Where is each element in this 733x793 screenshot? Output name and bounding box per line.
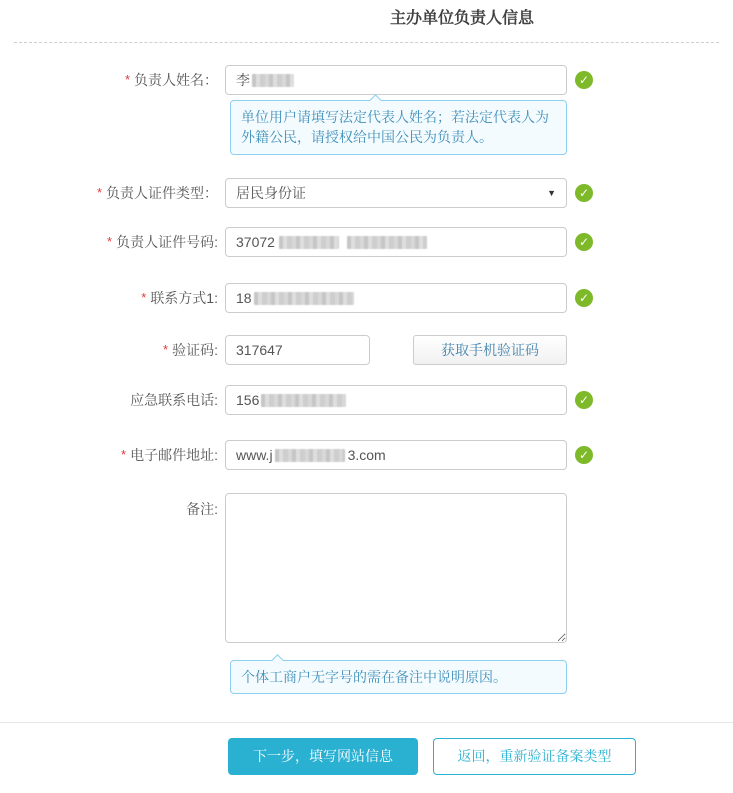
required-asterisk: *: [121, 447, 127, 462]
chevron-down-icon: ▼: [547, 188, 556, 198]
email-value-suffix: 3.com: [347, 447, 386, 463]
email-input[interactable]: [225, 440, 567, 470]
redacted-text-block: [347, 236, 427, 249]
valid-check-icon: ✓: [575, 446, 593, 464]
name-value: 李: [236, 72, 250, 88]
back-reverify-button[interactable]: 返回，重新验证备案类型: [433, 738, 636, 775]
id-number-input[interactable]: [225, 227, 567, 257]
remark-label: 备注:: [186, 501, 218, 517]
required-asterisk: *: [141, 290, 147, 305]
form-row-captcha: [0, 335, 733, 365]
id-number-label: * 负责人证件号码:: [107, 234, 218, 250]
form-row-id-number: [0, 227, 733, 257]
id-number-value: 37072: [236, 234, 275, 250]
name-tooltip-text: 单位用户请填写法定代表人姓名；若法定代表人为外籍公民，请授权给中国公民为负责人。: [241, 109, 549, 146]
form-row-name: [0, 65, 733, 95]
id-type-select[interactable]: [225, 178, 567, 208]
required-asterisk: *: [163, 342, 169, 357]
required-asterisk: *: [124, 72, 130, 87]
get-sms-code-button[interactable]: 获取手机验证码: [413, 335, 567, 365]
name-input[interactable]: [225, 65, 567, 95]
emergency-phone-value: 156: [236, 392, 260, 408]
required-asterisk: *: [96, 185, 102, 200]
contact1-value: 18: [236, 290, 252, 306]
form-row-id-type: [0, 178, 733, 208]
redacted-text-block: [261, 394, 346, 407]
valid-check-icon: ✓: [575, 184, 593, 202]
email-label: * 电子邮件地址:: [121, 447, 218, 463]
email-value-prefix: www.j: [236, 447, 273, 463]
tooltip-caret: [369, 94, 382, 107]
id-type-selected-value: 居民身份证: [236, 185, 306, 201]
name-tooltip: [230, 100, 567, 155]
contact1-label: * 联系方式1:: [141, 290, 218, 306]
emergency-phone-input[interactable]: [225, 385, 567, 415]
form-row-remark: [0, 493, 733, 643]
valid-check-icon: ✓: [575, 391, 593, 409]
redacted-text-block: [279, 236, 339, 249]
contact1-input[interactable]: [225, 283, 567, 313]
dashed-divider: [14, 42, 719, 43]
emergency-phone-label: 应急联系电话:: [130, 392, 218, 408]
form-row-email: [0, 440, 733, 470]
captcha-label: * 验证码:: [163, 342, 218, 358]
valid-check-icon: ✓: [575, 289, 593, 307]
required-asterisk: *: [107, 234, 113, 249]
valid-check-icon: ✓: [575, 71, 593, 89]
form-row-contact1: [0, 283, 733, 313]
name-label: * 负责人姓名：: [124, 72, 218, 88]
remark-tooltip-text: 个体工商户无字号的需在备注中说明原因。: [241, 669, 507, 685]
redacted-text-block: [252, 74, 294, 87]
id-type-label: * 负责人证件类型：: [96, 185, 218, 201]
redacted-text-block: [254, 292, 354, 305]
tooltip-caret: [271, 654, 284, 667]
remark-textarea[interactable]: [225, 493, 567, 643]
remark-tooltip: [230, 660, 567, 694]
page-title: 主办单位负责人信息: [389, 10, 535, 27]
form-row-emergency-phone: [0, 385, 733, 415]
valid-check-icon: ✓: [575, 233, 593, 251]
next-step-button[interactable]: 下一步，填写网站信息: [228, 738, 418, 775]
redacted-text-block: [275, 449, 345, 462]
captcha-input[interactable]: [225, 335, 370, 365]
bottom-divider: [0, 722, 733, 723]
